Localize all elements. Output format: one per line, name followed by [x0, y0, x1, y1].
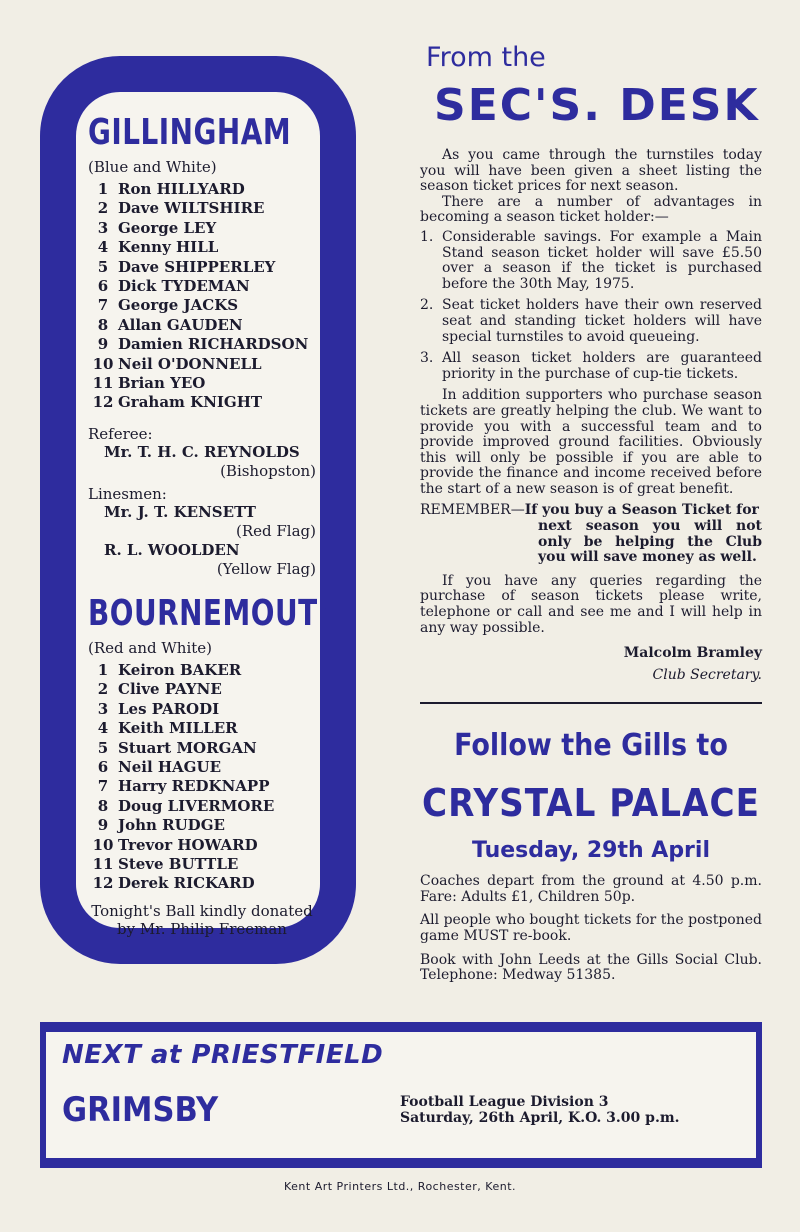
next-match-competition: Football League Division 3	[400, 1094, 609, 1110]
player-number: 2	[97, 199, 109, 218]
player-name: Harry REDKNAPP	[118, 777, 270, 796]
player-number: 8	[97, 315, 109, 334]
next-match-opponent: GRIMSBY	[62, 1090, 219, 1130]
away-team-colours: (Red and White)	[88, 638, 212, 657]
follow-heading: Follow the Gills to	[454, 728, 728, 764]
player-name: George JACKS	[118, 296, 239, 315]
player-name: Trevor HOWARD	[118, 835, 258, 854]
player-row	[88, 700, 316, 719]
player-name: Clive PAYNE	[118, 680, 222, 699]
player-row	[88, 393, 316, 412]
player-number: 12	[92, 393, 114, 412]
player-number: 6	[97, 757, 109, 776]
player-row	[88, 680, 316, 699]
player-row	[88, 355, 316, 374]
signature	[420, 642, 762, 686]
player-row	[88, 258, 316, 277]
player-number: 9	[97, 335, 109, 354]
player-row	[88, 238, 316, 257]
player-name: Brian YEO	[118, 374, 206, 393]
player-number: 3	[97, 218, 109, 237]
coaches-info: Coaches depart from the ground at 4.50 p.m. Fare: Adults £1, Children 50p.	[420, 873, 762, 905]
player-number: 10	[92, 835, 114, 854]
player-name: Graham KNIGHT	[118, 393, 263, 412]
next-match-datetime: Saturday, 26th April, K.O. 3.00 p.m.	[400, 1110, 680, 1126]
advantages-intro: There are a number of advantages in becoming a season ticket holder:—	[420, 193, 762, 226]
follow-destination: CRYSTAL PALACE	[422, 781, 760, 826]
away-team-name: BOURNEMOUTH	[88, 592, 342, 635]
signature-role: Club Secretary.	[652, 667, 762, 684]
player-number: 1	[97, 660, 109, 679]
list-item	[420, 298, 762, 345]
player-name: Allan GAUDEN	[118, 315, 243, 334]
donation-line: by Mr. Philip Freeman	[117, 919, 287, 938]
rebook-info: All people who bought tickets for the postponed game MUST re-book.	[420, 912, 762, 944]
player-name: Dave SHIPPERLEY	[118, 257, 276, 276]
player-row	[88, 316, 316, 335]
list-number: 1.	[420, 228, 434, 245]
remember-notice	[420, 503, 762, 565]
home-team-name: GILLINGHAM	[88, 112, 292, 154]
signature-name: Malcolm Bramley	[623, 645, 762, 662]
team-sheet-content	[88, 112, 342, 938]
list-item	[420, 351, 762, 382]
queries-paragraph: If you have any queries regarding the purchase of season tickets please write, telephone or call and see me and I will help in any way possible.	[420, 572, 762, 636]
player-number: 4	[97, 719, 109, 738]
player-name: Kenny HILL	[118, 238, 219, 257]
player-name: George LEY	[118, 218, 217, 237]
list-text: Considerable savings. For example a Main Stand season ticket holder will save £5.50 over a season if the ticket is purchased before the 30th May, 1975.	[442, 228, 762, 292]
player-number: 7	[97, 777, 109, 796]
player-name: Doug LIVERMORE	[118, 796, 275, 815]
player-number: 8	[97, 796, 109, 815]
player-row	[88, 797, 316, 816]
linesman-flag: (Red Flag)	[236, 521, 316, 540]
player-number: 11	[92, 854, 114, 873]
donation-line: Tonight's Ball kindly donated	[91, 901, 313, 920]
list-text: All season ticket holders are guaranteed priority in the purchase of cup-tie tickets.	[442, 350, 762, 382]
referee-label: Referee:	[88, 424, 153, 443]
team-sheet-panel	[40, 56, 356, 964]
player-number: 2	[97, 680, 109, 699]
home-player-list	[88, 180, 316, 413]
section-divider	[420, 702, 762, 704]
linesman-flag: (Yellow Flag)	[216, 559, 316, 578]
follow-date: Tuesday, 29th April	[472, 838, 710, 864]
advantages-list	[420, 230, 762, 382]
referee-place: (Bishopston)	[220, 461, 316, 480]
player-name: Stuart MORGAN	[118, 738, 257, 757]
player-row	[88, 777, 316, 796]
player-number: 11	[92, 374, 114, 393]
player-number: 9	[97, 816, 109, 835]
booking-info: Book with John Leeds at the Gills Social Club. Telephone: Medway 51385.	[420, 951, 762, 984]
player-number: 4	[97, 238, 109, 257]
remember-text: next season you will not only be helping the Club you will save money as well.	[538, 518, 762, 566]
list-item	[420, 230, 762, 292]
player-name: Keith MILLER	[118, 719, 238, 738]
secs-desk-title: SEC'S. DESK	[434, 80, 760, 131]
linesman-name: R. L. WOOLDEN	[104, 540, 240, 559]
player-row	[88, 199, 316, 218]
player-name: Ron HILLYARD	[118, 180, 245, 198]
player-name: Neil HAGUE	[118, 757, 222, 776]
player-name: Keiron BAKER	[118, 660, 242, 679]
ball-donation-note	[88, 902, 316, 938]
player-number: 3	[97, 699, 109, 718]
next-match-details	[400, 1094, 680, 1126]
player-row	[88, 816, 316, 835]
referee-name: Mr. T. H. C. REYNOLDS	[104, 442, 300, 461]
player-name: Derek RICKARD	[118, 874, 255, 893]
player-number: 5	[97, 257, 109, 276]
player-row	[88, 335, 316, 354]
player-number: 5	[97, 738, 109, 757]
secs-desk-intro: As you came through the turnstiles today you will have been given a sheet listing the season ticket prices for next season.	[420, 147, 762, 195]
player-name: Dave WILTSHIRE	[118, 199, 265, 218]
player-row	[88, 758, 316, 777]
player-number: 1	[97, 180, 109, 198]
secs-desk-pre-title: From the	[426, 42, 546, 73]
player-row	[88, 277, 316, 296]
player-row	[88, 661, 316, 680]
player-row	[88, 219, 316, 238]
next-match-box	[40, 1022, 762, 1168]
list-text: Seat ticket holders have their own reserved seat and standing ticket holders will have special turnstiles to avoid queueing.	[442, 297, 762, 345]
remember-first-line: If you buy a Season Ticket for	[524, 502, 759, 519]
player-name: Damien RICHARDSON	[118, 335, 309, 354]
linesmen-label: Linesmen:	[88, 484, 167, 503]
right-column	[420, 40, 762, 984]
player-number: 6	[97, 277, 109, 296]
home-team-colours: (Blue and White)	[88, 158, 217, 176]
player-row	[88, 296, 316, 315]
player-row	[88, 855, 316, 874]
linesman-name: Mr. J. T. KENSETT	[104, 502, 256, 521]
player-number: 7	[97, 296, 109, 315]
player-name: Dick TYDEMAN	[118, 277, 250, 296]
away-player-list	[88, 661, 316, 894]
player-row	[88, 874, 316, 893]
remember-label: REMEMBER—	[420, 502, 525, 519]
player-name: Les PARODI	[118, 699, 220, 718]
printer-credit: Kent Art Printers Ltd., Rochester, Kent.	[283, 1180, 516, 1193]
player-name: Neil O'DONNELL	[118, 354, 262, 373]
list-number: 2.	[420, 297, 434, 314]
player-row	[88, 836, 316, 855]
player-name: John RUDGE	[118, 816, 225, 835]
next-match-title: NEXT at PRIESTFIELD	[62, 1040, 384, 1070]
player-row	[88, 719, 316, 738]
player-row	[88, 180, 316, 199]
player-row	[88, 739, 316, 758]
player-number: 10	[92, 354, 114, 373]
player-number: 12	[92, 874, 114, 893]
player-name: Steve BUTTLE	[118, 854, 239, 873]
player-row	[88, 374, 316, 393]
list-number: 3.	[420, 350, 434, 367]
addition-paragraph: In addition supporters who purchase season tickets are greatly helping the club. We want to provide you with a successful team and to provide improved ground facilities. Obviously this will only be possible if you are able to provide the finance and income received before the start of a new season is of great benefit.	[420, 387, 762, 497]
